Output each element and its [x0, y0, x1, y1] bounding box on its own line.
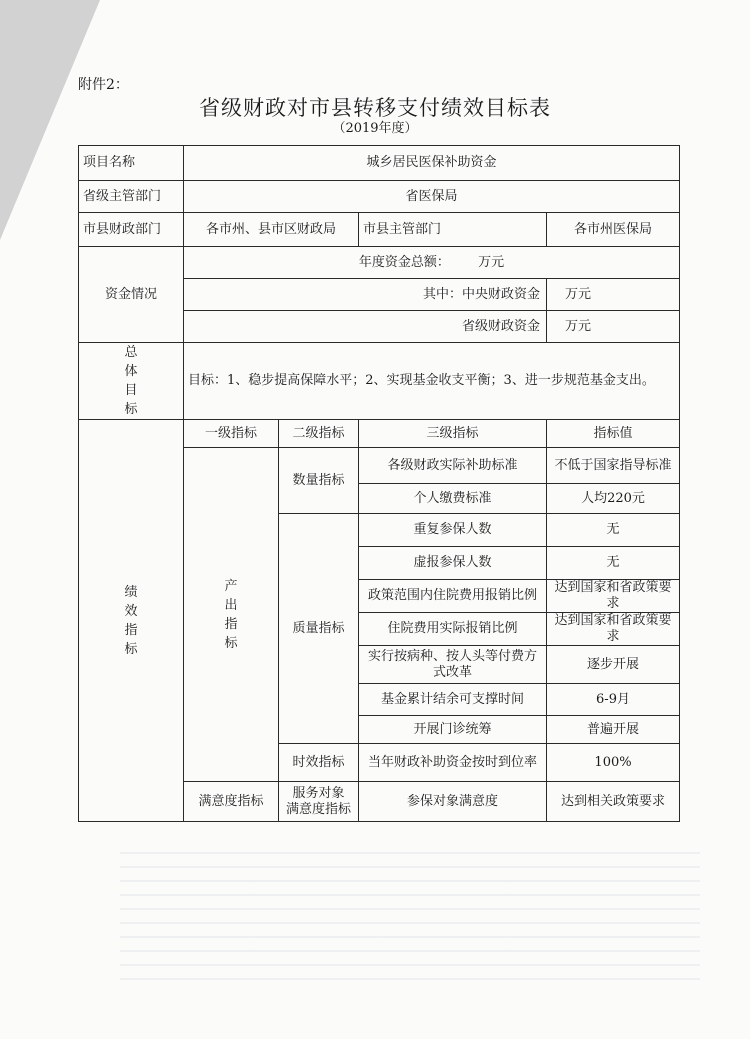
satisfaction-l2-line: 满意度指标	[285, 801, 351, 817]
indicator-cell: 个人缴费标准	[359, 484, 547, 514]
satisfaction-l2-line: 服务对象	[292, 785, 345, 801]
funds-provincial-label: 省级财政资金	[184, 311, 547, 343]
indicator-cell: 基金累计结余可支撑时间	[359, 684, 547, 716]
header-level2: 二级指标	[279, 420, 359, 448]
indicator-cell: 政策范围内住院费用报销比例	[359, 580, 547, 613]
funds-central-unit: 万元	[547, 279, 680, 311]
header-level3: 三级指标	[359, 420, 547, 448]
funds-central-label: 其中：中央财政资金	[184, 279, 547, 311]
value-cell: 100%	[547, 744, 680, 782]
perf-char: 标	[124, 641, 138, 657]
table-row	[79, 247, 680, 279]
document-title: 省级财政对市县转移支付绩效目标表	[199, 96, 551, 120]
indicator-cell: 当年财政补助资金按时到位率	[359, 744, 547, 782]
overall-goal-text: 目标：1、稳步提高保障水平；2、实现基金收支平衡；3、进一步规范基金支出。	[184, 343, 680, 420]
value-cell: 不低于国家指导标准	[547, 448, 680, 484]
attachment-label: 附件2：	[78, 77, 129, 93]
performance-table	[78, 145, 679, 820]
provincial-dept-label: 省级主管部门	[79, 181, 184, 213]
value-cell: 达到相关政策要求	[547, 782, 680, 822]
project-name-label: 项目名称	[79, 146, 184, 181]
funds-total-label: 年度资金总额：	[358, 254, 450, 270]
perf-indicator-label	[79, 420, 184, 822]
indicator-cell: 各级财政实际补助标准	[359, 448, 547, 484]
indicator-cell: 重复参保人数	[359, 514, 547, 547]
project-name-value: 城乡居民医保补助资金	[184, 146, 680, 181]
table-row	[79, 213, 680, 247]
indicator-cell: 实行按病种、按人头等付费方式改革	[359, 646, 547, 684]
table-row	[79, 181, 680, 213]
quality-indicator-label: 质量指标	[279, 514, 359, 744]
timeliness-indicator-label: 时效指标	[279, 744, 359, 782]
header-level1: 一级指标	[184, 420, 279, 448]
funds-total-unit: 万元	[478, 254, 505, 270]
satisfaction-l2-label	[279, 782, 359, 822]
overall-goal-label	[79, 343, 184, 420]
document-subtitle: （2019年度）	[332, 121, 418, 136]
bleed-through-area	[120, 850, 700, 980]
funds-provincial-unit: 万元	[547, 311, 680, 343]
value-cell: 达到国家和省政策要求	[547, 580, 680, 613]
indicator-cell: 开展门诊统筹	[359, 716, 547, 744]
header-value: 指标值	[547, 420, 680, 448]
value-cell: 无	[547, 547, 680, 580]
indicator-cell: 参保对象满意度	[359, 782, 547, 822]
funds-total	[184, 247, 680, 279]
goal-char: 目	[124, 383, 138, 398]
perf-char: 指	[124, 622, 138, 638]
goal-char: 体	[124, 364, 138, 379]
value-cell: 普遍开展	[547, 716, 680, 744]
table-row	[79, 343, 680, 420]
table-row	[79, 146, 680, 181]
output-char: 出	[224, 597, 238, 613]
indicator-cell: 虚报参保人数	[359, 547, 547, 580]
value-cell: 无	[547, 514, 680, 547]
table-row	[79, 420, 680, 448]
quantity-indicator-label: 数量指标	[279, 448, 359, 514]
funds-label: 资金情况	[79, 247, 184, 343]
output-indicator-label	[184, 448, 279, 782]
output-char: 产	[224, 578, 238, 594]
perf-char: 效	[124, 603, 138, 619]
goal-char: 总	[124, 345, 138, 360]
value-cell: 达到国家和省政策要求	[547, 613, 680, 646]
provincial-dept-value: 省医保局	[184, 181, 680, 213]
city-finance-value: 各市州、县市区财政局	[184, 213, 359, 247]
satisfaction-l1-label: 满意度指标	[184, 782, 279, 822]
output-char: 标	[224, 635, 238, 651]
city-dept-label: 市县主管部门	[359, 213, 547, 247]
indicator-cell: 住院费用实际报销比例	[359, 613, 547, 646]
goal-char: 标	[124, 402, 138, 417]
value-cell: 逐步开展	[547, 646, 680, 684]
output-char: 指	[224, 616, 238, 632]
value-cell: 6-9月	[547, 684, 680, 716]
value-cell: 人均220元	[547, 484, 680, 514]
perf-char: 绩	[124, 584, 138, 600]
city-finance-label: 市县财政部门	[79, 213, 184, 247]
city-dept-value: 各市州医保局	[547, 213, 680, 247]
